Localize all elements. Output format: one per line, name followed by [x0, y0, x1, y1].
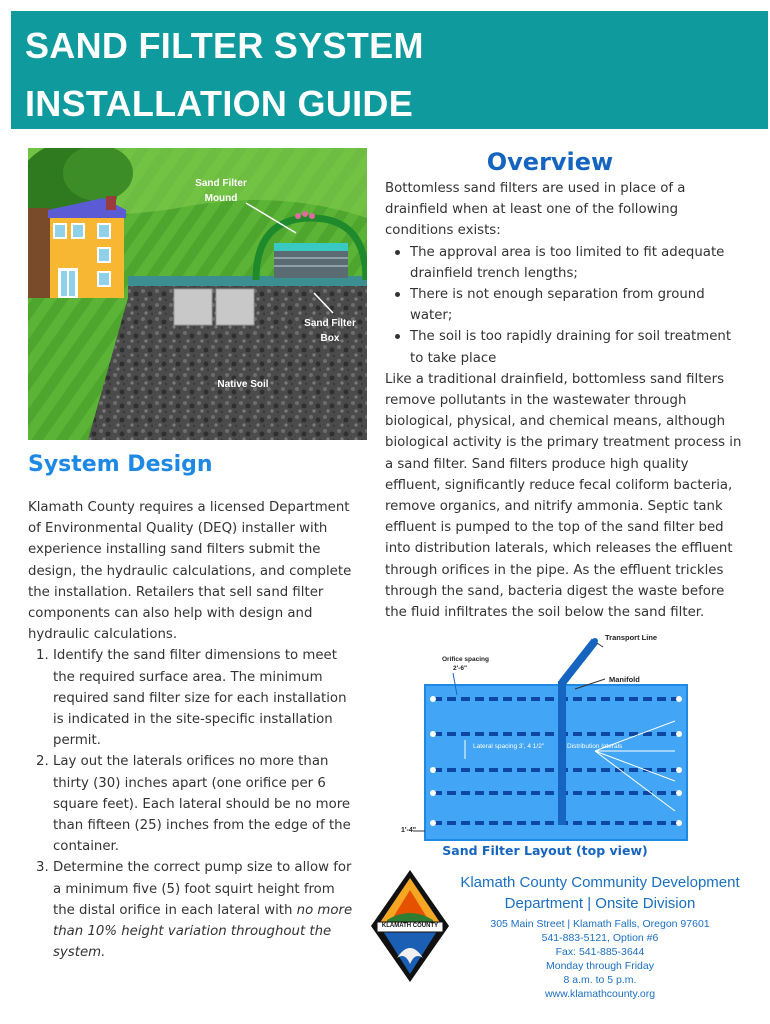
step-text: Determine the correct pump size to allow for a minimum five (5) foot squirt height from the distal orifice in each lateral with [53, 860, 352, 918]
sand-filter-illustration [28, 148, 367, 440]
system-design-body [28, 497, 360, 963]
overview-bullet: The soil is too rapidly draining for soil treatment to take place [385, 326, 747, 368]
org-address: 305 Main Street | Klamath Falls, Oregon 97601 [490, 918, 710, 930]
hero-label-mound: Sand Filter Mound [195, 178, 247, 204]
org-fax: Fax: 541-885-3644 [555, 946, 645, 958]
step-text-italic: no more than 10% height variation throughout the system. [53, 902, 353, 961]
klamath-county-logo [367, 868, 453, 984]
label-distribution-laterals: Distribution laterals [567, 743, 623, 750]
label-transport-line: Transport Line [605, 633, 658, 642]
label-manifold: Manifold [609, 675, 640, 684]
org-website-link[interactable]: www.klamathcounty.org [544, 988, 656, 1000]
hero-label-box: Sand Filter Box [304, 318, 356, 344]
system-design-steps [28, 645, 360, 963]
system-design-heading: System Design [28, 452, 213, 477]
step-item [28, 751, 360, 857]
title-banner [11, 11, 768, 129]
overview-bullet: There is not enough separation from ground water; [385, 284, 747, 326]
organization-contact [455, 872, 745, 1001]
step-item [28, 857, 360, 963]
overview-body [385, 178, 747, 623]
overview-paragraph: Like a traditional drainfield, bottomless sand filters remove pollutants in the wastewater through biological, physical, and chemical means, although biological activity is the primary treatment process in a sand filter. Sand filters produce high quality effluent, significantly reduce fecal coliform bacteria, remove organics, and nitrify ammonia. Septic tank effluent is pumped to the top of the sand filter bed into distribution laterals, which releases the effluent through orifices in the pipe. As the effluent trickles through the sand, bacteria digest the waste before the fluid infiltrates the soil below the sand filter. [385, 371, 742, 621]
org-hours: 8 a.m. to 5 p.m. [563, 974, 637, 986]
step-text: Lay out the laterals orifices no more than thirty (30) inches apart (one orifice per 6 square feet). Each lateral should be no more than fifteen (25) inches from the edge of the container. [53, 754, 351, 855]
step-number: 1. [36, 648, 49, 664]
sand-filter-layout-diagram [385, 633, 720, 845]
hero-label-soil: Native Soil [217, 379, 269, 390]
overview-intro: Bottomless sand filters are used in place of a drainfield when at least one of the following conditions exists: [385, 181, 686, 239]
label-edge-distance: 1'-4" [401, 827, 417, 834]
label-orifice-value: 2'-6" [453, 665, 468, 672]
system-design-intro: Klamath County requires a licensed Department of Environmental Quality (DEQ) installer with experience installing sand filters submit the design, the hydraulic calculations, and complete the installation. Retailers that sell sand filter components can also help with design and hydraulic calculations. [28, 500, 352, 643]
label-orifice-spacing: Orifice spacing [442, 656, 489, 663]
title-line-1: SAND FILTER SYSTEM [25, 25, 424, 66]
step-item [28, 645, 360, 751]
overview-bullet: The approval area is too limited to fit adequate drainfield trench lengths; [385, 242, 747, 284]
org-name-line-1: Klamath County Community Development [460, 874, 740, 891]
overview-bullet-list [385, 242, 747, 369]
step-number: 2. [36, 754, 49, 770]
org-days: Monday through Friday [546, 960, 654, 972]
org-phone: 541-883-5121, Option #6 [541, 932, 659, 944]
label-lateral-spacing: Lateral spacing 3', 4 1/2" [473, 743, 545, 750]
logo-text: KLAMATH COUNTY [381, 923, 439, 929]
layout-caption: Sand Filter Layout (top view) [442, 843, 648, 858]
step-number: 3. [36, 860, 49, 876]
layout-svg [385, 633, 720, 845]
title-line-2: INSTALLATION GUIDE [25, 83, 414, 124]
org-name-line-2: Department | Onsite Division [504, 895, 696, 912]
step-text: Identify the sand filter dimensions to meet the required surface area. The minimum required sand filter size for each installation is indicated in the site-specific installation permit. [53, 648, 347, 749]
overview-heading: Overview [486, 148, 614, 176]
